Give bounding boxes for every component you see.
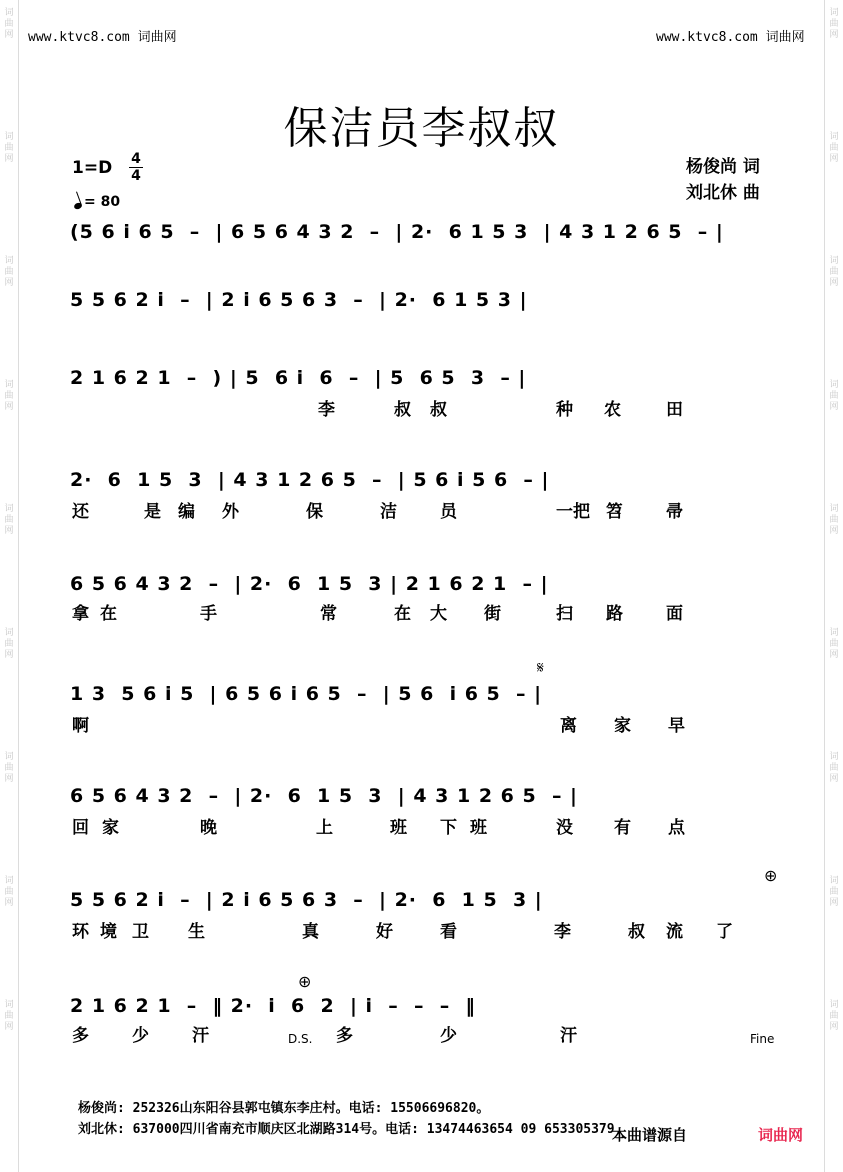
lyric-syllable: 真 <box>302 922 319 942</box>
lyric-line <box>0 716 843 736</box>
lyric-syllable: 多 <box>336 1026 353 1046</box>
watermark-text: 词 曲 网 <box>4 380 14 412</box>
lyric-syllable: 汗 <box>192 1026 209 1046</box>
watermark-text: 词 曲 网 <box>829 752 839 784</box>
lyric-syllable: Fine <box>750 1032 775 1046</box>
watermark-text: 词 曲 网 <box>4 132 14 164</box>
song-title: 保洁员李叔叔 <box>283 103 560 154</box>
watermark-text: 词 曲 网 <box>829 132 839 164</box>
staff-line <box>0 890 843 910</box>
staff-line <box>0 786 843 806</box>
watermark-text: 词 曲 网 <box>829 380 839 412</box>
staff-line <box>0 574 843 594</box>
tempo-marking <box>74 194 120 210</box>
lyric-syllable: 田 <box>666 400 683 420</box>
lyric-syllable: 在 <box>394 604 411 624</box>
staff-line <box>0 290 843 310</box>
watermark-text: 词 曲 网 <box>829 1000 839 1032</box>
header-site-left[interactable]: www.ktvc8.com 词曲网 <box>28 30 177 45</box>
lyric-syllable: 点 <box>668 818 685 838</box>
lyric-syllable: 看 <box>440 922 457 942</box>
header-site-right[interactable]: www.ktvc8.com 词曲网 <box>656 30 805 45</box>
lyric-syllable: 多 <box>72 1026 89 1046</box>
lyric-syllable: 了 <box>716 922 733 942</box>
time-signature <box>128 152 144 183</box>
lyric-syllable: 街 <box>484 604 501 624</box>
lyric-syllable: 少 <box>440 1026 457 1046</box>
lyric-syllable: 有 <box>614 818 631 838</box>
lyric-syllable: 种 <box>556 400 573 420</box>
lyric-syllable: 生 <box>188 922 205 942</box>
key-signature: 1=D <box>72 158 113 178</box>
lyric-syllable: 面 <box>666 604 683 624</box>
notation-text: 2 1 6 2 1 – ) | 5 6 i 6 – | 5 6 5 3 – | <box>70 367 527 389</box>
lyric-syllable: D.S. <box>288 1032 313 1046</box>
lyric-syllable: 没 <box>556 818 573 838</box>
lyric-syllable: 员 <box>440 502 457 522</box>
watermark-text: 词 曲 网 <box>829 8 839 40</box>
tempo-value: = 80 <box>84 194 121 210</box>
lyric-syllable: 汗 <box>560 1026 577 1046</box>
lyricist-credit: 杨俊尚 词 <box>686 157 760 177</box>
lyric-syllable: 境 <box>100 922 117 942</box>
lyric-syllable: 回 <box>72 818 89 838</box>
lyric-syllable: 还 <box>72 502 89 522</box>
lyric-syllable: 李 <box>318 400 335 420</box>
lyric-syllable: 李 <box>554 922 571 942</box>
notation-text: 5 5 6 2 i – | 2 i 6 5 6 3 – | 2· 6 1 5 3 | <box>70 889 543 911</box>
coda-icon-line8: ⊕ <box>764 866 778 885</box>
lyric-syllable: 保 <box>306 502 323 522</box>
staff-line <box>0 222 843 242</box>
lyric-syllable: 路 <box>606 604 623 624</box>
lyric-syllable: 下 <box>440 818 457 838</box>
lyric-syllable: 早 <box>668 716 685 736</box>
meter-top: 4 <box>131 151 141 167</box>
staff-line <box>0 470 843 490</box>
composer-contact: 刘北休: 637000四川省南充市顺庆区北湖路314号。电话: 13474463654 09 653305379 <box>78 1122 615 1137</box>
lyric-syllable: 少 <box>132 1026 149 1046</box>
lyric-syllable: 叔 <box>430 400 447 420</box>
notation-text: 6 5 6 4 3 2 – | 2· 6 1 5 3 | 4 3 1 2 6 5 – | <box>70 785 578 807</box>
lyric-syllable: 家 <box>102 818 119 838</box>
staff-line <box>0 996 843 1016</box>
lyric-syllable: 家 <box>614 716 631 736</box>
watermark-text: 词 曲 网 <box>4 1000 14 1032</box>
watermark-text: 词 曲 网 <box>4 628 14 660</box>
notation-text: (5 6 i 6 5 – | 6 5 6 4 3 2 – | 2· 6 1 5 3 | 4 3 1 2 6 5 – | <box>70 221 724 243</box>
lyric-syllable: 卫 <box>132 922 149 942</box>
lyricist-contact: 杨俊尚: 252326山东阳谷县郭屯镇东李庄村。电话: 15506696820。 <box>78 1101 490 1116</box>
staff-line <box>0 684 843 704</box>
lyric-syllable: 常 <box>320 604 337 624</box>
composer-credit: 刘北休 曲 <box>686 183 760 203</box>
lyric-line <box>0 1026 843 1046</box>
staff-line <box>0 368 843 388</box>
notation-text: 2· 6 1 5 3 | 4 3 1 2 6 5 – | 5 6 i 5 6 – | <box>70 469 550 491</box>
watermark-text: 词 曲 网 <box>4 504 14 536</box>
notation-text: 2 1 6 2 1 – ‖ 2· i 6 2 | i – – – ‖ <box>70 995 476 1017</box>
lyric-syllable: 在 <box>100 604 117 624</box>
meter-bottom: 4 <box>131 168 141 184</box>
lyric-syllable: 大 <box>430 604 447 624</box>
brand-logo[interactable]: 词曲网 <box>758 1126 804 1144</box>
watermark-text: 词 曲 网 <box>4 8 14 40</box>
lyric-syllable: 叔 <box>394 400 411 420</box>
lyric-line <box>0 400 843 420</box>
watermark-text: 词 曲 网 <box>829 256 839 288</box>
lyric-syllable: 环 <box>72 922 89 942</box>
lyric-syllable: 外 <box>222 502 239 522</box>
lyric-syllable: 班 <box>390 818 407 838</box>
lyric-syllable: 手 <box>200 604 217 624</box>
lyric-syllable: 流 <box>666 922 683 942</box>
watermark-text: 词 曲 网 <box>829 504 839 536</box>
lyric-syllable: 帚 <box>666 502 683 522</box>
source-label: 本曲谱源自 <box>612 1126 688 1144</box>
watermark-text: 词 曲 网 <box>829 628 839 660</box>
watermark-text: 词 曲 网 <box>4 876 14 908</box>
coda-icon-line9: ⊕ <box>298 972 312 991</box>
lyric-syllable: 一把 <box>556 502 590 522</box>
watermark-text: 词 曲 网 <box>829 876 839 908</box>
lyric-syllable: 好 <box>376 922 393 942</box>
lyric-line <box>0 502 843 522</box>
lyric-syllable: 扫 <box>556 604 573 624</box>
lyric-syllable: 啊 <box>72 716 89 736</box>
lyric-syllable: 农 <box>604 400 621 420</box>
lyric-syllable: 叔 <box>628 922 645 942</box>
lyric-syllable: 晚 <box>200 818 217 838</box>
lyric-syllable: 拿 <box>72 604 89 624</box>
watermark-text: 词 曲 网 <box>4 752 14 784</box>
lyric-syllable: 离 <box>560 716 577 736</box>
notation-text: 1 3 5 6 i 5 | 6 5 6 i 6 5 – | 5 6 i 6 5 – | <box>70 683 543 705</box>
lyric-syllable: 是 <box>144 502 161 522</box>
lyric-syllable: 洁 <box>380 502 397 522</box>
notation-text: 5 5 6 2 i – | 2 i 6 5 6 3 – | 2· 6 1 5 3 | <box>70 289 528 311</box>
quarter-note-icon <box>73 202 83 210</box>
lyric-line <box>0 818 843 838</box>
lyric-syllable: 班 <box>470 818 487 838</box>
lyric-syllable: 编 <box>178 502 195 522</box>
lyric-line <box>0 604 843 624</box>
lyric-line <box>0 922 843 942</box>
watermark-text: 词 曲 网 <box>4 256 14 288</box>
notation-text: 6 5 6 4 3 2 – | 2· 6 1 5 3 | 2 1 6 2 1 – | <box>70 573 549 595</box>
lyric-syllable: 笤 <box>606 502 623 522</box>
lyric-syllable: 上 <box>316 818 333 838</box>
segno-icon: 𝄋 <box>537 658 544 677</box>
